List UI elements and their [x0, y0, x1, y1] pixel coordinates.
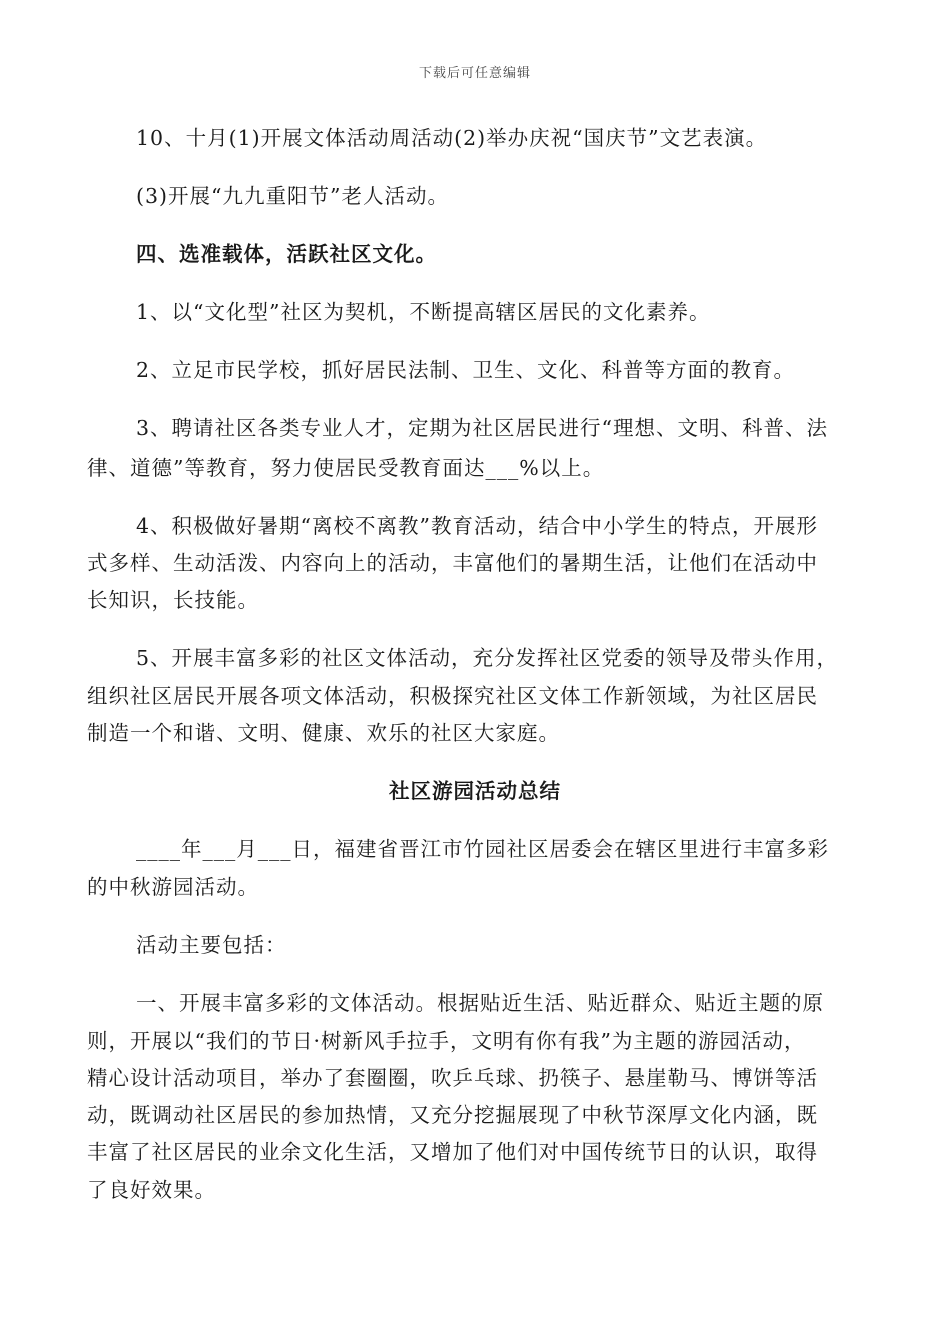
document-title: 社区游园活动总结 — [389, 779, 561, 803]
paragraph-line: 10、十月(1)开展文体活动周活动(2)举办庆祝“国庆节”文艺表演。 — [136, 126, 768, 150]
paragraph-line: 5、开展丰富多彩的社区文体活动，充分发挥社区党委的领导及带头作用， — [136, 646, 839, 670]
paragraph-line: 1、以“文化型”社区为契机，不断提高辖区居民的文化素养。 — [136, 300, 711, 324]
paragraph-line: 式多样、生动活泼、内容向上的活动，丰富他们的暑期生活，让他们在活动中 — [87, 551, 818, 575]
paragraph-line: 制造一个和谐、文明、健康、欢乐的社区大家庭。 — [87, 721, 560, 745]
paragraph-line: 的中秋游园活动。 — [87, 875, 259, 899]
paragraph-line: 一、开展丰富多彩的文体活动。根据贴近生活、贴近群众、贴近主题的原 — [136, 991, 824, 1015]
paragraph-line: 4、积极做好暑期“离校不离教”教育活动，结合中小学生的特点，开展形 — [136, 514, 819, 538]
paragraph-line: 则，开展以“我们的节日·树新风手拉手，文明有你有我”为主题的游园活动， — [87, 1029, 806, 1053]
paragraph-line: 了良好效果。 — [87, 1178, 216, 1202]
page-header: 下载后可任意编辑 — [418, 66, 531, 81]
paragraph-line: 2、立足市民学校，抓好居民法制、卫生、文化、科普等方面的教育。 — [136, 358, 796, 382]
paragraph-line: ____年___月___日，福建省晋江市竹园社区居委会在辖区里进行丰富多彩 — [136, 837, 829, 861]
paragraph-line: (3)开展“九九重阳节”老人活动。 — [136, 184, 449, 208]
paragraph-line: 活动主要包括： — [136, 933, 287, 957]
paragraph-line: 长知识，长技能。 — [87, 588, 259, 612]
paragraph-line: 精心设计活动项目，举办了套圈圈，吹乒乓球、扔筷子、悬崖勒马、博饼等活 — [87, 1066, 818, 1090]
paragraph-line: 3、聘请社区各类专业人才，定期为社区居民进行“理想、文明、科普、法 — [136, 416, 829, 440]
paragraph-line: 丰富了社区居民的业余文化生活，又增加了他们对中国传统节日的认识，取得 — [87, 1140, 818, 1164]
paragraph-line: 组织社区居民开展各项文体活动，积极探究社区文体工作新领域，为社区居民 — [87, 684, 818, 708]
section-heading: 四、选准载体，活跃社区文化。 — [136, 242, 437, 266]
paragraph-line: 动，既调动社区居民的参加热情，又充分挖掘展现了中秋节深厚文化内涵，既 — [87, 1103, 818, 1127]
paragraph-line: 律、道德”等教育，努力使居民受教育面达___%以上。 — [87, 456, 605, 480]
